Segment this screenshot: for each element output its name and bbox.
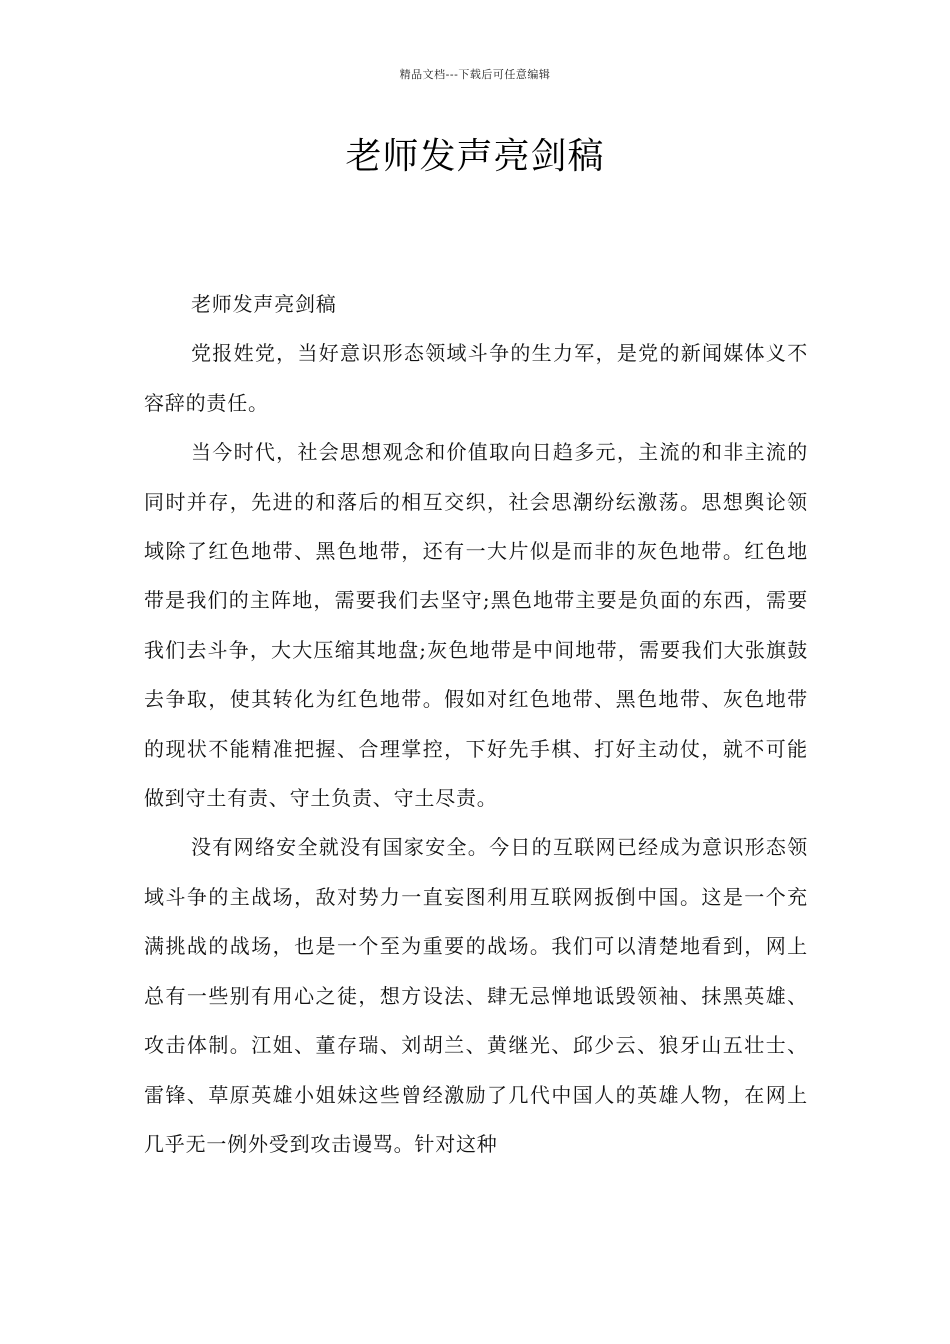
document-title: 老师发声亮剑稿 [345,136,605,177]
document-subtitle: 老师发声亮剑稿 [191,292,337,316]
paragraph-2: 当今时代，社会思想观念和价值取向日趋多元，主流的和非主流的同时并存，先进的和落后的相互交织，社会思潮纷纭激荡。思想舆论领域除了红色地带、黑色地带，还有一大片似是而非的灰色地带。红色地带是我们的主阵地，需要我们去坚守;黑色地带主要是负面的东西，需要我们去斗争，大大压缩其地盘;灰色地带是中间地带，需要我们大张旗鼓去争取，使其转化为红色地带。假如对红色地带、黑色地带、灰色地带的现状不能精准把握、合理掌控，下好先手棋、打好主动仗，就不可能做到守土有责、守土负责、守土尽责。 [144,440,808,811]
header-note: 精品文档---下载后可任意编辑 [399,68,551,81]
paragraph-3: 没有网络安全就没有国家安全。今日的互联网已经成为意识形态领域斗争的主战场，敌对势力一直妄图利用互联网扳倒中国。这是一个充满挑战的战场，也是一个至为重要的战场。我们可以清楚地看到，网上总有一些别有用心之徒，想方设法、肆无忌惮地诋毁领袖、抹黑英雄、攻击体制。江姐、董存瑞、刘胡兰、黄继光、邱少云、狼牙山五壮士、雷锋、草原英雄小姐妹这些曾经激励了几代中国人的英雄人物，在网上几乎无一例外受到攻击谩骂。针对这种 [144,835,808,1156]
document-body [144,280,808,1169]
paragraph-1: 党报姓党，当好意识形态领域斗争的生力军，是党的新闻媒体义不容辞的责任。 [144,341,808,415]
